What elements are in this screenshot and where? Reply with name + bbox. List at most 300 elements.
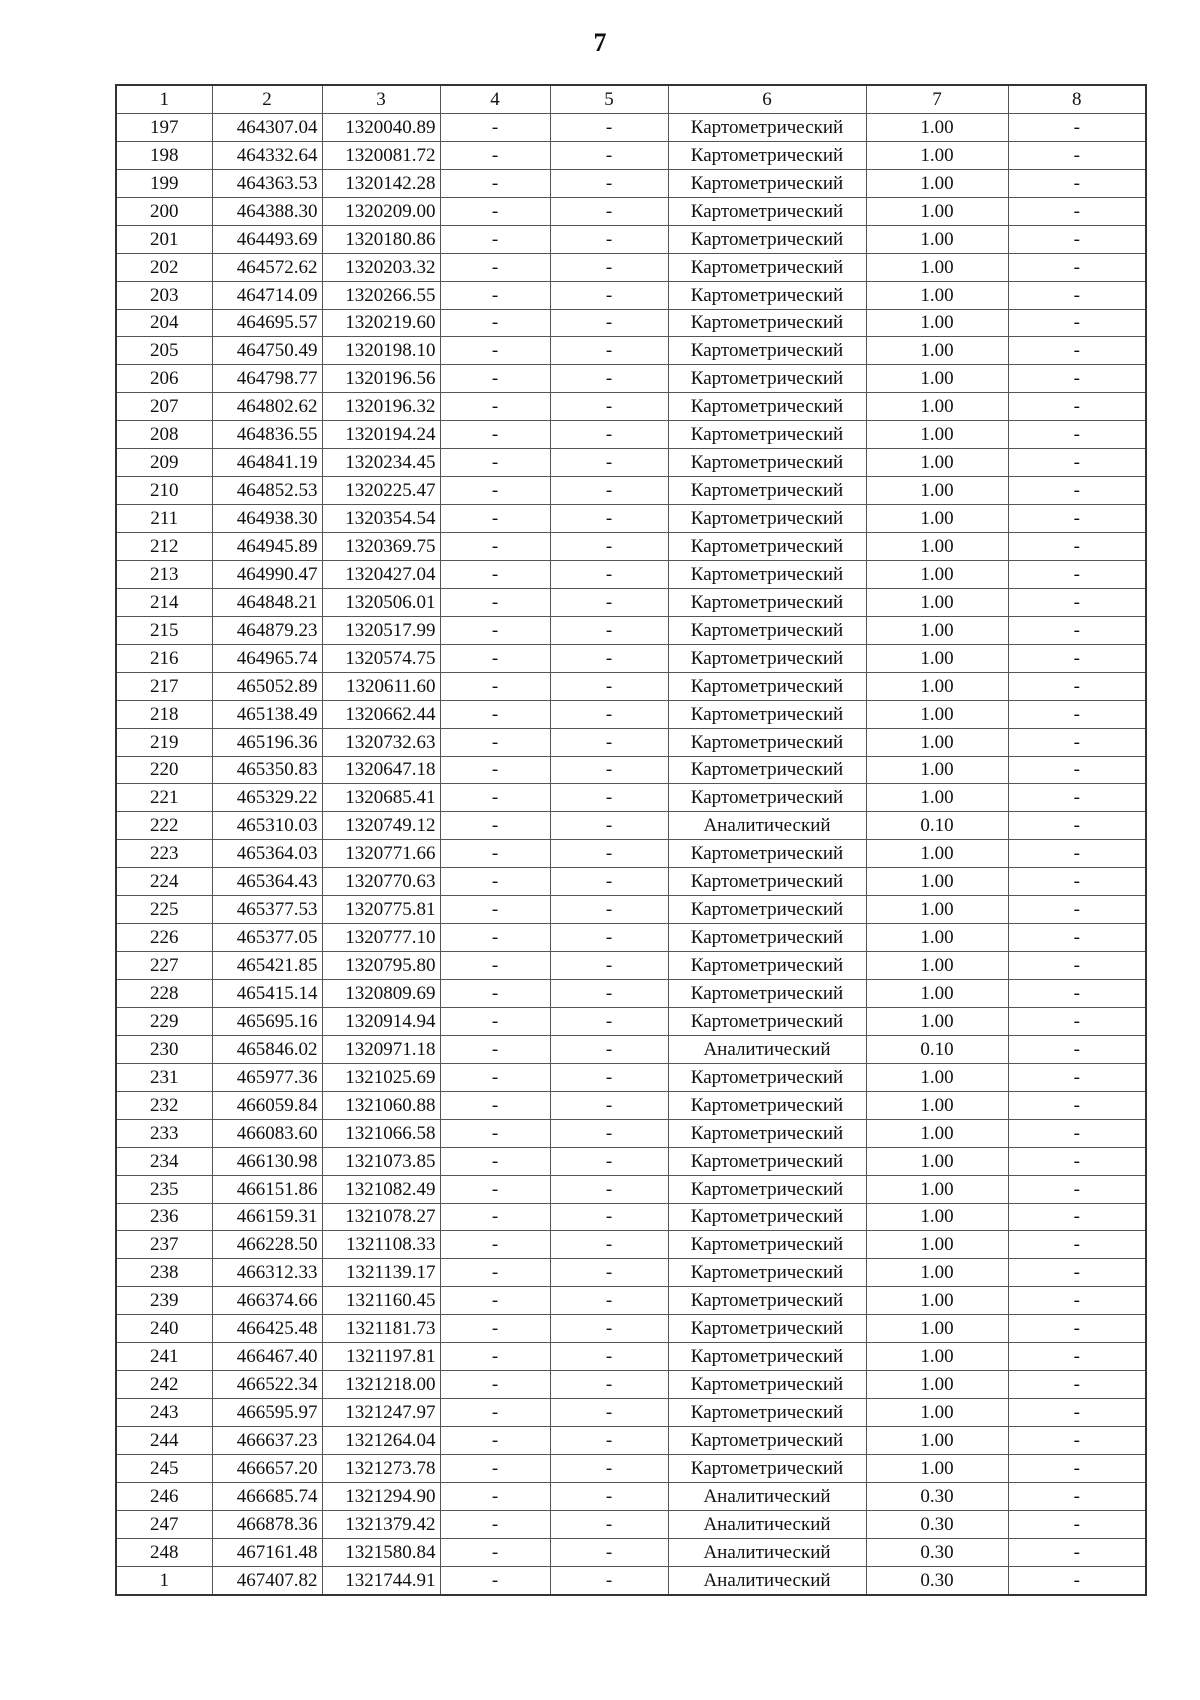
column-5-cell: - xyxy=(550,1510,668,1538)
column-4-cell: - xyxy=(440,1063,550,1091)
table-row xyxy=(116,1538,1146,1566)
column-5-cell: - xyxy=(550,1538,668,1566)
table-row xyxy=(116,728,1146,756)
table-row xyxy=(116,756,1146,784)
accuracy-cell: 1.00 xyxy=(866,421,1008,449)
column-4-cell: - xyxy=(440,868,550,896)
table-row xyxy=(116,113,1146,141)
x-coordinate-cell: 465846.02 xyxy=(212,1035,322,1063)
y-coordinate-cell: 1320219.60 xyxy=(322,309,440,337)
column-5-cell: - xyxy=(550,505,668,533)
column-5-cell: - xyxy=(550,924,668,952)
column-5-cell: - xyxy=(550,952,668,980)
column-8-cell: - xyxy=(1008,1035,1146,1063)
accuracy-cell: 1.00 xyxy=(866,1231,1008,1259)
table-row xyxy=(116,421,1146,449)
x-coordinate-cell: 464798.77 xyxy=(212,365,322,393)
column-4-cell: - xyxy=(440,952,550,980)
method-cell: Картометрический xyxy=(668,1315,866,1343)
column-8-cell: - xyxy=(1008,868,1146,896)
column-8-cell: - xyxy=(1008,533,1146,561)
y-coordinate-cell: 1320203.32 xyxy=(322,253,440,281)
y-coordinate-cell: 1321073.85 xyxy=(322,1147,440,1175)
table-row xyxy=(116,560,1146,588)
accuracy-cell: 1.00 xyxy=(866,365,1008,393)
column-8-cell: - xyxy=(1008,477,1146,505)
column-8-cell: - xyxy=(1008,505,1146,533)
column-4-cell: - xyxy=(440,672,550,700)
accuracy-cell: 1.00 xyxy=(866,1063,1008,1091)
x-coordinate-cell: 465196.36 xyxy=(212,728,322,756)
column-4-cell: - xyxy=(440,616,550,644)
y-coordinate-cell: 1320427.04 xyxy=(322,560,440,588)
x-coordinate-cell: 466130.98 xyxy=(212,1147,322,1175)
column-5-cell: - xyxy=(550,756,668,784)
table-row xyxy=(116,1119,1146,1147)
method-cell: Картометрический xyxy=(668,393,866,421)
x-coordinate-cell: 465364.43 xyxy=(212,868,322,896)
y-coordinate-cell: 1321078.27 xyxy=(322,1203,440,1231)
column-5-cell: - xyxy=(550,225,668,253)
point-number-cell: 212 xyxy=(116,533,212,561)
accuracy-cell: 1.00 xyxy=(866,309,1008,337)
column-header: 3 xyxy=(322,85,440,113)
x-coordinate-cell: 466685.74 xyxy=(212,1482,322,1510)
y-coordinate-cell: 1320914.94 xyxy=(322,1007,440,1035)
accuracy-cell: 1.00 xyxy=(866,1343,1008,1371)
method-cell: Аналитический xyxy=(668,1566,866,1594)
column-8-cell: - xyxy=(1008,421,1146,449)
y-coordinate-cell: 1320180.86 xyxy=(322,225,440,253)
column-5-cell: - xyxy=(550,477,668,505)
point-number-cell: 245 xyxy=(116,1454,212,1482)
column-5-cell: - xyxy=(550,113,668,141)
column-4-cell: - xyxy=(440,812,550,840)
method-cell: Аналитический xyxy=(668,812,866,840)
x-coordinate-cell: 464802.62 xyxy=(212,393,322,421)
y-coordinate-cell: 1320770.63 xyxy=(322,868,440,896)
x-coordinate-cell: 465695.16 xyxy=(212,1007,322,1035)
method-cell: Картометрический xyxy=(668,365,866,393)
x-coordinate-cell: 465377.05 xyxy=(212,924,322,952)
accuracy-cell: 1.00 xyxy=(866,868,1008,896)
column-4-cell: - xyxy=(440,1091,550,1119)
method-cell: Картометрический xyxy=(668,1147,866,1175)
table-row xyxy=(116,1091,1146,1119)
x-coordinate-cell: 466159.31 xyxy=(212,1203,322,1231)
column-4-cell: - xyxy=(440,896,550,924)
column-8-cell: - xyxy=(1008,756,1146,784)
table-row xyxy=(116,141,1146,169)
method-cell: Картометрический xyxy=(668,1119,866,1147)
column-8-cell: - xyxy=(1008,924,1146,952)
x-coordinate-cell: 466595.97 xyxy=(212,1399,322,1427)
column-8-cell: - xyxy=(1008,980,1146,1008)
point-number-cell: 218 xyxy=(116,700,212,728)
x-coordinate-cell: 466425.48 xyxy=(212,1315,322,1343)
point-number-cell: 242 xyxy=(116,1371,212,1399)
column-8-cell: - xyxy=(1008,365,1146,393)
column-5-cell: - xyxy=(550,1399,668,1427)
point-number-cell: 222 xyxy=(116,812,212,840)
column-8-cell: - xyxy=(1008,700,1146,728)
point-number-cell: 248 xyxy=(116,1538,212,1566)
column-4-cell: - xyxy=(440,477,550,505)
column-5-cell: - xyxy=(550,253,668,281)
column-4-cell: - xyxy=(440,1371,550,1399)
method-cell: Картометрический xyxy=(668,1399,866,1427)
column-4-cell: - xyxy=(440,644,550,672)
column-4-cell: - xyxy=(440,1259,550,1287)
y-coordinate-cell: 1321218.00 xyxy=(322,1371,440,1399)
method-cell: Картометрический xyxy=(668,449,866,477)
y-coordinate-cell: 1320795.80 xyxy=(322,952,440,980)
point-number-cell: 219 xyxy=(116,728,212,756)
method-cell: Картометрический xyxy=(668,980,866,1008)
column-4-cell: - xyxy=(440,1510,550,1538)
column-5-cell: - xyxy=(550,533,668,561)
column-4-cell: - xyxy=(440,197,550,225)
table-row xyxy=(116,1175,1146,1203)
column-4-cell: - xyxy=(440,1035,550,1063)
method-cell: Картометрический xyxy=(668,1091,866,1119)
x-coordinate-cell: 465364.03 xyxy=(212,840,322,868)
x-coordinate-cell: 464836.55 xyxy=(212,421,322,449)
column-8-cell: - xyxy=(1008,1287,1146,1315)
column-4-cell: - xyxy=(440,169,550,197)
column-5-cell: - xyxy=(550,1035,668,1063)
point-number-cell: 213 xyxy=(116,560,212,588)
column-5-cell: - xyxy=(550,840,668,868)
table-row xyxy=(116,1566,1146,1594)
table-row xyxy=(116,197,1146,225)
point-number-cell: 199 xyxy=(116,169,212,197)
accuracy-cell: 1.00 xyxy=(866,1371,1008,1399)
column-4-cell: - xyxy=(440,1315,550,1343)
point-number-cell: 220 xyxy=(116,756,212,784)
x-coordinate-cell: 464714.09 xyxy=(212,281,322,309)
y-coordinate-cell: 1320732.63 xyxy=(322,728,440,756)
y-coordinate-cell: 1320209.00 xyxy=(322,197,440,225)
column-8-cell: - xyxy=(1008,1231,1146,1259)
y-coordinate-cell: 1321082.49 xyxy=(322,1175,440,1203)
point-number-cell: 246 xyxy=(116,1482,212,1510)
accuracy-cell: 1.00 xyxy=(866,1203,1008,1231)
table-row xyxy=(116,644,1146,672)
method-cell: Картометрический xyxy=(668,1287,866,1315)
column-5-cell: - xyxy=(550,197,668,225)
accuracy-cell: 1.00 xyxy=(866,141,1008,169)
y-coordinate-cell: 1321580.84 xyxy=(322,1538,440,1566)
accuracy-cell: 1.00 xyxy=(866,924,1008,952)
column-4-cell: - xyxy=(440,1231,550,1259)
point-number-cell: 244 xyxy=(116,1427,212,1455)
x-coordinate-cell: 465310.03 xyxy=(212,812,322,840)
method-cell: Картометрический xyxy=(668,756,866,784)
y-coordinate-cell: 1321247.97 xyxy=(322,1399,440,1427)
point-number-cell: 201 xyxy=(116,225,212,253)
accuracy-cell: 1.00 xyxy=(866,253,1008,281)
x-coordinate-cell: 464750.49 xyxy=(212,337,322,365)
y-coordinate-cell: 1320574.75 xyxy=(322,644,440,672)
column-5-cell: - xyxy=(550,281,668,309)
method-cell: Картометрический xyxy=(668,337,866,365)
y-coordinate-cell: 1321379.42 xyxy=(322,1510,440,1538)
accuracy-cell: 1.00 xyxy=(866,1427,1008,1455)
accuracy-cell: 1.00 xyxy=(866,1007,1008,1035)
method-cell: Картометрический xyxy=(668,868,866,896)
method-cell: Картометрический xyxy=(668,1454,866,1482)
method-cell: Картометрический xyxy=(668,253,866,281)
column-4-cell: - xyxy=(440,1399,550,1427)
accuracy-cell: 1.00 xyxy=(866,197,1008,225)
table-row xyxy=(116,505,1146,533)
accuracy-cell: 1.00 xyxy=(866,533,1008,561)
accuracy-cell: 1.00 xyxy=(866,896,1008,924)
accuracy-cell: 1.00 xyxy=(866,1175,1008,1203)
y-coordinate-cell: 1320196.32 xyxy=(322,393,440,421)
accuracy-cell: 1.00 xyxy=(866,1315,1008,1343)
column-5-cell: - xyxy=(550,1427,668,1455)
table-row xyxy=(116,1063,1146,1091)
method-cell: Картометрический xyxy=(668,1007,866,1035)
accuracy-cell: 1.00 xyxy=(866,588,1008,616)
accuracy-cell: 1.00 xyxy=(866,840,1008,868)
method-cell: Аналитический xyxy=(668,1538,866,1566)
x-coordinate-cell: 466657.20 xyxy=(212,1454,322,1482)
accuracy-cell: 0.30 xyxy=(866,1510,1008,1538)
method-cell: Картометрический xyxy=(668,644,866,672)
point-number-cell: 206 xyxy=(116,365,212,393)
method-cell: Картометрический xyxy=(668,1203,866,1231)
accuracy-cell: 1.00 xyxy=(866,952,1008,980)
column-8-cell: - xyxy=(1008,1454,1146,1482)
table-row xyxy=(116,1231,1146,1259)
x-coordinate-cell: 464852.53 xyxy=(212,477,322,505)
accuracy-cell: 1.00 xyxy=(866,1259,1008,1287)
point-number-cell: 241 xyxy=(116,1343,212,1371)
column-4-cell: - xyxy=(440,840,550,868)
point-number-cell: 233 xyxy=(116,1119,212,1147)
method-cell: Картометрический xyxy=(668,1231,866,1259)
method-cell: Картометрический xyxy=(668,728,866,756)
x-coordinate-cell: 464695.57 xyxy=(212,309,322,337)
column-8-cell: - xyxy=(1008,784,1146,812)
point-number-cell: 226 xyxy=(116,924,212,952)
point-number-cell: 224 xyxy=(116,868,212,896)
point-number-cell: 210 xyxy=(116,477,212,505)
table-row xyxy=(116,1454,1146,1482)
point-number-cell: 238 xyxy=(116,1259,212,1287)
table-row xyxy=(116,1203,1146,1231)
column-5-cell: - xyxy=(550,1259,668,1287)
table-row xyxy=(116,253,1146,281)
column-4-cell: - xyxy=(440,588,550,616)
column-8-cell: - xyxy=(1008,1538,1146,1566)
y-coordinate-cell: 1321060.88 xyxy=(322,1091,440,1119)
table-row xyxy=(116,840,1146,868)
column-header: 4 xyxy=(440,85,550,113)
column-5-cell: - xyxy=(550,1454,668,1482)
point-number-cell: 236 xyxy=(116,1203,212,1231)
column-8-cell: - xyxy=(1008,1343,1146,1371)
column-8-cell: - xyxy=(1008,449,1146,477)
x-coordinate-cell: 466637.23 xyxy=(212,1427,322,1455)
column-header: 2 xyxy=(212,85,322,113)
column-5-cell: - xyxy=(550,560,668,588)
accuracy-cell: 1.00 xyxy=(866,1399,1008,1427)
method-cell: Картометрический xyxy=(668,1427,866,1455)
column-4-cell: - xyxy=(440,1203,550,1231)
column-8-cell: - xyxy=(1008,896,1146,924)
point-number-cell: 230 xyxy=(116,1035,212,1063)
point-number-cell: 232 xyxy=(116,1091,212,1119)
column-4-cell: - xyxy=(440,1119,550,1147)
column-8-cell: - xyxy=(1008,169,1146,197)
column-4-cell: - xyxy=(440,560,550,588)
column-4-cell: - xyxy=(440,1538,550,1566)
column-5-cell: - xyxy=(550,141,668,169)
point-number-cell: 221 xyxy=(116,784,212,812)
point-number-cell: 229 xyxy=(116,1007,212,1035)
y-coordinate-cell: 1320354.54 xyxy=(322,505,440,533)
point-number-cell: 234 xyxy=(116,1147,212,1175)
y-coordinate-cell: 1320506.01 xyxy=(322,588,440,616)
y-coordinate-cell: 1321181.73 xyxy=(322,1315,440,1343)
column-4-cell: - xyxy=(440,505,550,533)
y-coordinate-cell: 1320647.18 xyxy=(322,756,440,784)
column-8-cell: - xyxy=(1008,197,1146,225)
column-5-cell: - xyxy=(550,868,668,896)
column-5-cell: - xyxy=(550,1315,668,1343)
column-header: 5 xyxy=(550,85,668,113)
method-cell: Картометрический xyxy=(668,309,866,337)
accuracy-cell: 0.30 xyxy=(866,1538,1008,1566)
y-coordinate-cell: 1320266.55 xyxy=(322,281,440,309)
y-coordinate-cell: 1320194.24 xyxy=(322,421,440,449)
x-coordinate-cell: 464965.74 xyxy=(212,644,322,672)
method-cell: Картометрический xyxy=(668,896,866,924)
point-number-cell: 208 xyxy=(116,421,212,449)
column-4-cell: - xyxy=(440,337,550,365)
column-5-cell: - xyxy=(550,812,668,840)
method-cell: Картометрический xyxy=(668,421,866,449)
table-row xyxy=(116,309,1146,337)
column-4-cell: - xyxy=(440,980,550,1008)
point-number-cell: 197 xyxy=(116,113,212,141)
x-coordinate-cell: 464363.53 xyxy=(212,169,322,197)
table-row xyxy=(116,1007,1146,1035)
point-number-cell: 227 xyxy=(116,952,212,980)
method-cell: Картометрический xyxy=(668,700,866,728)
point-number-cell: 1 xyxy=(116,1566,212,1594)
accuracy-cell: 1.00 xyxy=(866,756,1008,784)
column-5-cell: - xyxy=(550,980,668,1008)
column-4-cell: - xyxy=(440,1427,550,1455)
column-5-cell: - xyxy=(550,1371,668,1399)
point-number-cell: 223 xyxy=(116,840,212,868)
method-cell: Картометрический xyxy=(668,141,866,169)
point-number-cell: 198 xyxy=(116,141,212,169)
x-coordinate-cell: 464848.21 xyxy=(212,588,322,616)
column-5-cell: - xyxy=(550,1063,668,1091)
table-row xyxy=(116,784,1146,812)
column-8-cell: - xyxy=(1008,253,1146,281)
column-5-cell: - xyxy=(550,616,668,644)
column-5-cell: - xyxy=(550,1482,668,1510)
y-coordinate-cell: 1320809.69 xyxy=(322,980,440,1008)
column-header: 1 xyxy=(116,85,212,113)
x-coordinate-cell: 465415.14 xyxy=(212,980,322,1008)
column-8-cell: - xyxy=(1008,1091,1146,1119)
accuracy-cell: 1.00 xyxy=(866,560,1008,588)
method-cell: Картометрический xyxy=(668,588,866,616)
column-5-cell: - xyxy=(550,1231,668,1259)
method-cell: Картометрический xyxy=(668,1259,866,1287)
accuracy-cell: 1.00 xyxy=(866,225,1008,253)
column-5-cell: - xyxy=(550,337,668,365)
y-coordinate-cell: 1320971.18 xyxy=(322,1035,440,1063)
y-coordinate-cell: 1321108.33 xyxy=(322,1231,440,1259)
x-coordinate-cell: 467407.82 xyxy=(212,1566,322,1594)
y-coordinate-cell: 1320611.60 xyxy=(322,672,440,700)
column-header: 7 xyxy=(866,85,1008,113)
accuracy-cell: 1.00 xyxy=(866,784,1008,812)
x-coordinate-cell: 466467.40 xyxy=(212,1343,322,1371)
point-number-cell: 205 xyxy=(116,337,212,365)
point-number-cell: 211 xyxy=(116,505,212,533)
x-coordinate-cell: 465138.49 xyxy=(212,700,322,728)
column-8-cell: - xyxy=(1008,952,1146,980)
method-cell: Картометрический xyxy=(668,1063,866,1091)
column-8-cell: - xyxy=(1008,1007,1146,1035)
accuracy-cell: 0.10 xyxy=(866,812,1008,840)
column-8-cell: - xyxy=(1008,588,1146,616)
y-coordinate-cell: 1321066.58 xyxy=(322,1119,440,1147)
accuracy-cell: 1.00 xyxy=(866,644,1008,672)
x-coordinate-cell: 466151.86 xyxy=(212,1175,322,1203)
table-row xyxy=(116,868,1146,896)
column-4-cell: - xyxy=(440,924,550,952)
column-8-cell: - xyxy=(1008,393,1146,421)
column-5-cell: - xyxy=(550,1343,668,1371)
table-row xyxy=(116,225,1146,253)
column-5-cell: - xyxy=(550,896,668,924)
column-8-cell: - xyxy=(1008,672,1146,700)
column-5-cell: - xyxy=(550,169,668,197)
column-4-cell: - xyxy=(440,1454,550,1482)
table-row xyxy=(116,477,1146,505)
table-row xyxy=(116,812,1146,840)
point-number-cell: 215 xyxy=(116,616,212,644)
point-number-cell: 216 xyxy=(116,644,212,672)
table-row xyxy=(116,1315,1146,1343)
method-cell: Картометрический xyxy=(668,477,866,505)
column-5-cell: - xyxy=(550,1203,668,1231)
column-5-cell: - xyxy=(550,309,668,337)
method-cell: Картометрический xyxy=(668,784,866,812)
column-8-cell: - xyxy=(1008,1119,1146,1147)
method-cell: Картометрический xyxy=(668,1371,866,1399)
method-cell: Картометрический xyxy=(668,281,866,309)
accuracy-cell: 1.00 xyxy=(866,1147,1008,1175)
column-8-cell: - xyxy=(1008,1482,1146,1510)
point-number-cell: 204 xyxy=(116,309,212,337)
x-coordinate-cell: 466878.36 xyxy=(212,1510,322,1538)
y-coordinate-cell: 1321264.04 xyxy=(322,1427,440,1455)
column-4-cell: - xyxy=(440,281,550,309)
method-cell: Картометрический xyxy=(668,672,866,700)
